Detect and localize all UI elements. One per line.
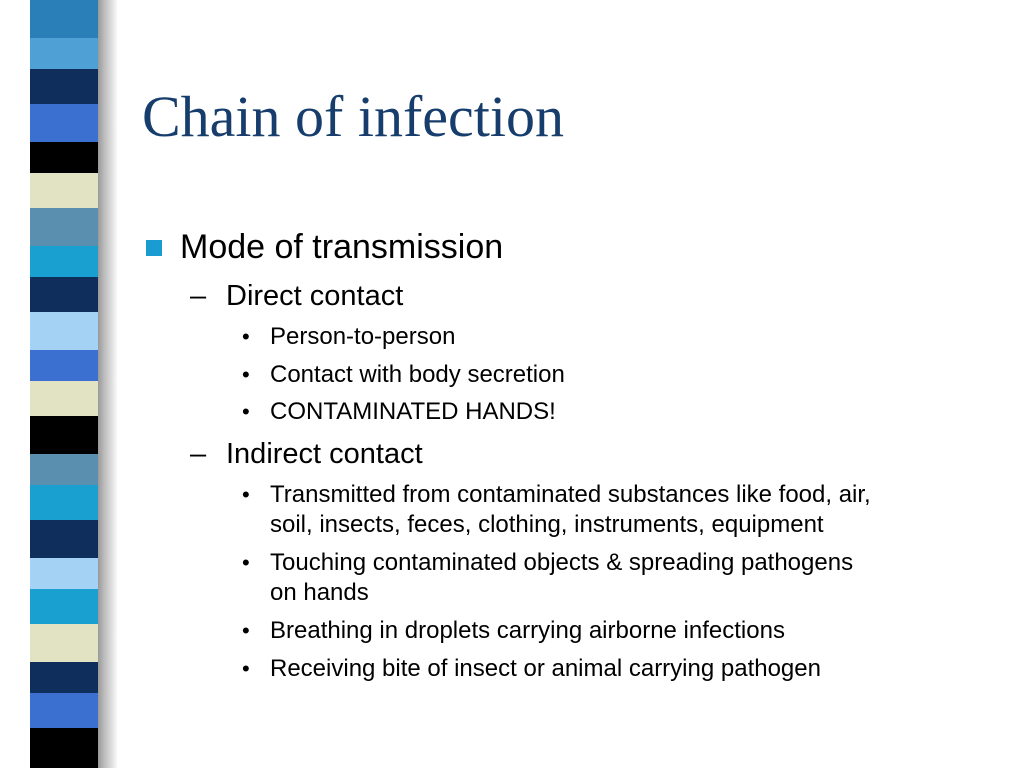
dot-bullet: • bbox=[242, 656, 250, 681]
bullet-indirect-contact: Indirect contact bbox=[226, 438, 423, 470]
dash-bullet: – bbox=[190, 438, 207, 470]
bullet-mode-of-transmission: Mode of transmission bbox=[180, 228, 504, 266]
dot-bullet: • bbox=[242, 618, 250, 643]
square-bullet-icon bbox=[146, 240, 162, 256]
bullet-receiving-bite: Receiving bite of insect or animal carrying pathogen bbox=[270, 655, 821, 682]
dot-bullet: • bbox=[242, 362, 250, 387]
bullet-direct-contact: Direct contact bbox=[226, 280, 404, 312]
bullet-touching-line-2: on hands bbox=[270, 579, 369, 606]
dot-bullet: • bbox=[242, 482, 250, 507]
bullet-touching-line-1: Touching contaminated objects & spreading pathogens bbox=[270, 549, 854, 576]
slide-title: Chain of infection bbox=[142, 84, 565, 149]
bullet-body-secretion: Contact with body secretion bbox=[270, 361, 565, 388]
bullet-person-to-person: Person-to-person bbox=[270, 323, 456, 350]
dash-bullet: – bbox=[190, 280, 207, 312]
dot-bullet: • bbox=[242, 324, 250, 349]
bullet-transmitted-line-1: Transmitted from contaminated substances like food, air, bbox=[270, 481, 871, 508]
dot-bullet: • bbox=[242, 550, 250, 575]
bullet-breathing: Breathing in droplets carrying airborne infections bbox=[270, 617, 785, 644]
bullet-transmitted-line-2: soil, insects, feces, clothing, instruments, equipment bbox=[270, 511, 824, 538]
bullet-contaminated-hands: CONTAMINATED HANDS! bbox=[270, 398, 556, 425]
dot-bullet: • bbox=[242, 399, 250, 424]
